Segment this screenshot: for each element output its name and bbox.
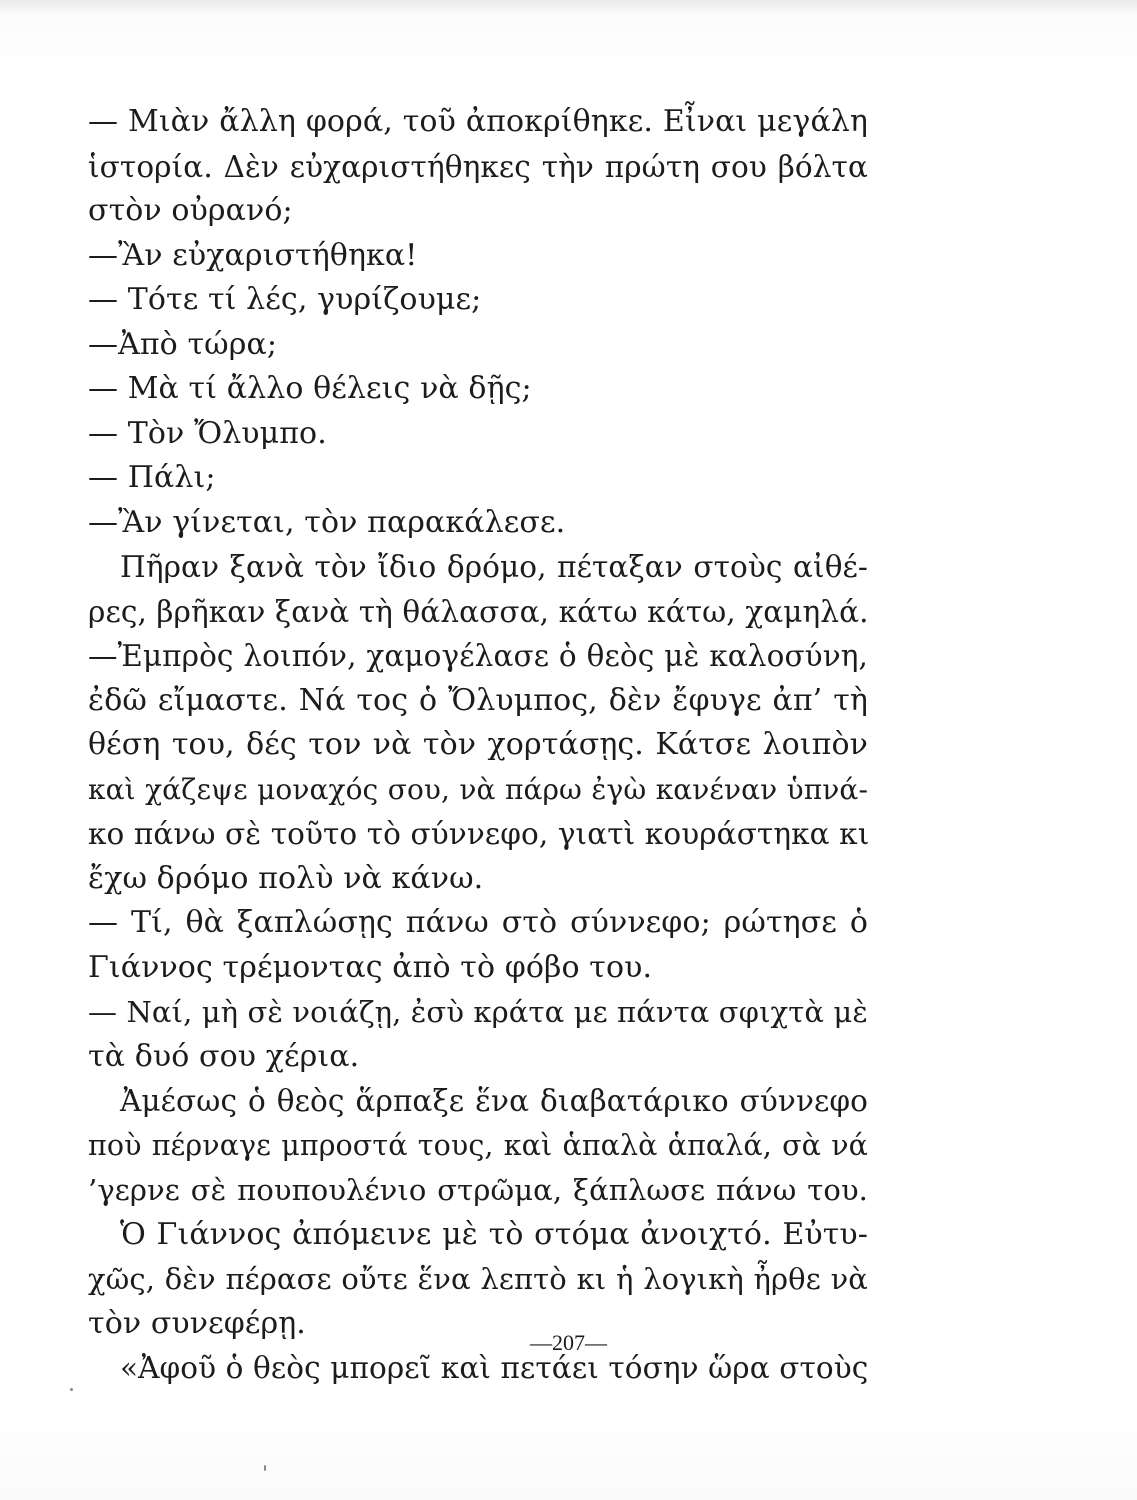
page-top-shadow: [0, 0, 1137, 14]
text-line: ρες, βρῆκαν ξανὰ τὴ θάλασσα, κάτω κάτω, χαμηλά.: [88, 594, 869, 629]
text-line: θέση του, δές τον νὰ τὸν χορτάσῃς. Κάτσε λοιπὸν: [88, 727, 868, 762]
text-line: ἔχω δρόμο πολὺ νὰ κάνω.: [88, 860, 484, 896]
scan-speck: [70, 1388, 73, 1391]
text-line: —Ἂν γίνεται, τὸν παρακάλεσε.: [88, 504, 566, 540]
text-line: Ἀμέσως ὁ θεὸς ἅρπαξε ἕνα διαβατάρικο σύννεφο: [120, 1084, 868, 1118]
text-line: — Μιὰν ἄλλη φορά, τοῦ ἀποκρίθηκε. Εἶναι μεγάλη: [88, 104, 868, 139]
text-line: χῶς, δὲν πέρασε οὔτε ἕνα λεπτὸ κι ἡ λογικὴ ἦρθε νὰ: [88, 1262, 868, 1296]
text-line: ἐδῶ εἴμαστε. Νά τος ὁ Ὄλυμπος, δὲν ἔφυγε ἀπ’ τὴ: [88, 682, 868, 718]
text-line: καὶ χάζεψε μοναχός σου, νὰ πάρω ἐγὼ κανέναν ὑπνά-: [88, 772, 868, 806]
page-number: —207—: [530, 1330, 607, 1355]
text-line: —Ἐμπρὸς λοιπόν, χαμογέλασε ὁ θεὸς μὲ καλοσύνη,: [88, 639, 868, 673]
text-line: — Ναί, μὴ σὲ νοιάζῃ, ἐσὺ κράτα με πάντα σφιχτὰ μὲ: [88, 995, 868, 1029]
text-line: — Τί, θὰ ξαπλώσῃς πάνω στὸ σύννεφο; ρώτησε ὁ: [88, 905, 868, 940]
text-line: —Ἂν εὐχαριστήθηκα!: [88, 237, 418, 273]
text-line: Γιάννος τρέμοντας ἀπὸ τὸ φόβο του.: [88, 949, 653, 985]
text-line: στὸν οὐρανό;: [88, 193, 293, 228]
text-line: —Ἀπὸ τώρα;: [88, 326, 278, 362]
text-line: Ὁ Γιάννος ἀπόμεινε μὲ τὸ στόμα ἀνοιχτό. Εὐτυ-: [120, 1216, 868, 1252]
text-line: ἱστορία. Δὲν εὐχαριστήθηκες τὴν πρώτη σου βόλτα: [88, 149, 868, 184]
text-line: — Πάλι;: [88, 460, 216, 495]
text-line: — Τότε τί λές, γυρίζουμε;: [88, 282, 482, 317]
text-line: — Τὸν Ὄλυμπο.: [88, 415, 327, 451]
scan-speck: [264, 1465, 266, 1471]
text-line: τὸν συνεφέρῃ.: [88, 1305, 306, 1341]
text-line: «Ἀφοῦ ὁ θεὸς μπορεῖ καὶ πετάει τόσην ὥρα στοὺς: [120, 1351, 869, 1385]
text-line: κο πάνω σὲ τοῦτο τὸ σύννεφο, γιατὶ κουράστηκα κι: [88, 817, 870, 851]
text-line: ποὺ πέρναγε μπροστά τους, καὶ ἁπαλὰ ἁπαλά, σὰ νά: [88, 1128, 868, 1162]
body-text: [88, 100, 868, 1391]
text-line: Πῆραν ξανὰ τὸν ἴδιο δρόμο, πέταξαν στοὺς αἰθέ-: [120, 550, 868, 584]
text-line: τὰ δυό σου χέρια.: [88, 1038, 360, 1074]
text-line: — Μὰ τί ἄλλο θέλεις νὰ δῇς;: [88, 371, 532, 406]
text-line: ’γερνε σὲ πουπουλένιο στρῶμα, ξάπλωσε πάνω του.: [88, 1173, 868, 1207]
